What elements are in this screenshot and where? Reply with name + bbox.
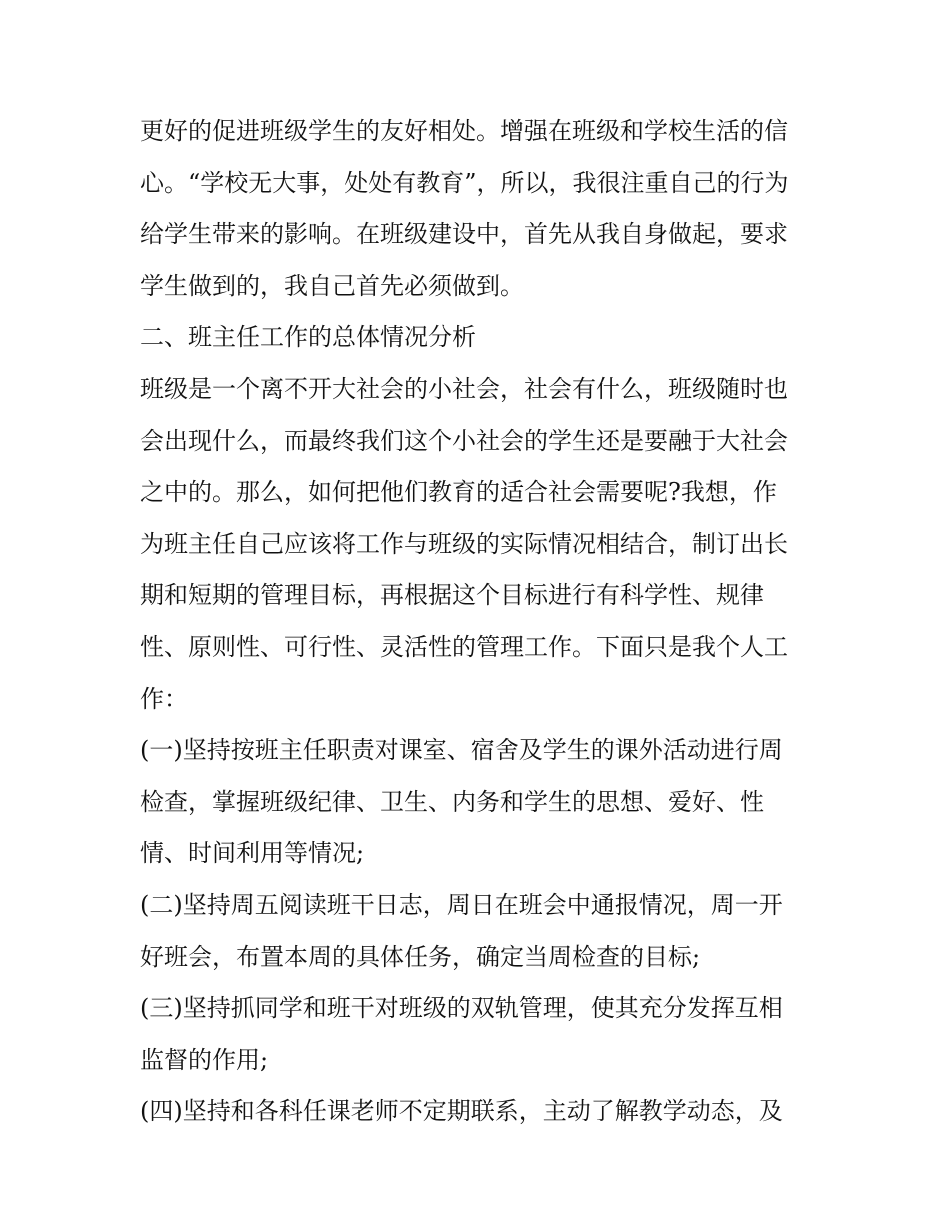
text-line: 期和短期的管理目标，再根据这个目标进行有科学性、规律 bbox=[140, 581, 764, 610]
list-item-line: (二)坚持周五阅读班干日志，周日在班会中通报情况，周一开 bbox=[140, 890, 783, 919]
list-item-line: 监督的作用; bbox=[140, 1045, 269, 1074]
text-line: 之中的。那么，如何把他们教育的适合社会需要呢?我想，作 bbox=[140, 478, 777, 507]
list-item-line: 情、时间利用等情况; bbox=[140, 839, 365, 868]
text-line: 作： bbox=[140, 684, 188, 713]
text-line: 学生做到的，我自己首先必须做到。 bbox=[140, 271, 524, 300]
list-item-line: 检查，掌握班级纪律、卫生、内务和学生的思想、爱好、性 bbox=[140, 787, 764, 816]
list-item-line: (一)坚持按班主任职责对课室、宿舍及学生的课外活动进行周 bbox=[140, 736, 783, 765]
text-line: 班级是一个离不开大社会的小社会，社会有什么，班级随时也 bbox=[140, 374, 788, 403]
list-item-line: (四)坚持和各科任课老师不定期联系，主动了解教学动态，及 bbox=[140, 1097, 783, 1126]
list-item-line: (三)坚持抓同学和班干对班级的双轨管理，使其充分发挥互相 bbox=[140, 994, 783, 1023]
list-item-line: 好班会，布置本周的具体任务，确定当周检查的目标; bbox=[140, 942, 701, 971]
text-line: 更好的促进班级学生的友好相处。增强在班级和学校生活的信 bbox=[140, 117, 788, 145]
text-line: 性、原则性、可行性、灵活性的管理工作。下面只是我个人工 bbox=[140, 632, 788, 661]
body-text bbox=[140, 106, 820, 1138]
text-line: 给学生带来的影响。在班级建设中，首先从我自身做起，要求 bbox=[140, 220, 788, 249]
text-line: 为班主任自己应该将工作与班级的实际情况相结合，制订出长 bbox=[140, 529, 788, 558]
text-line: 心。“学校无大事，处处有教育”，所以，我很注重自己的行为 bbox=[140, 168, 789, 197]
section-heading: 二、班主任工作的总体情况分析 bbox=[140, 323, 476, 352]
text-line: 会出现什么，而最终我们这个小社会的学生还是要融于大社会 bbox=[140, 426, 788, 455]
